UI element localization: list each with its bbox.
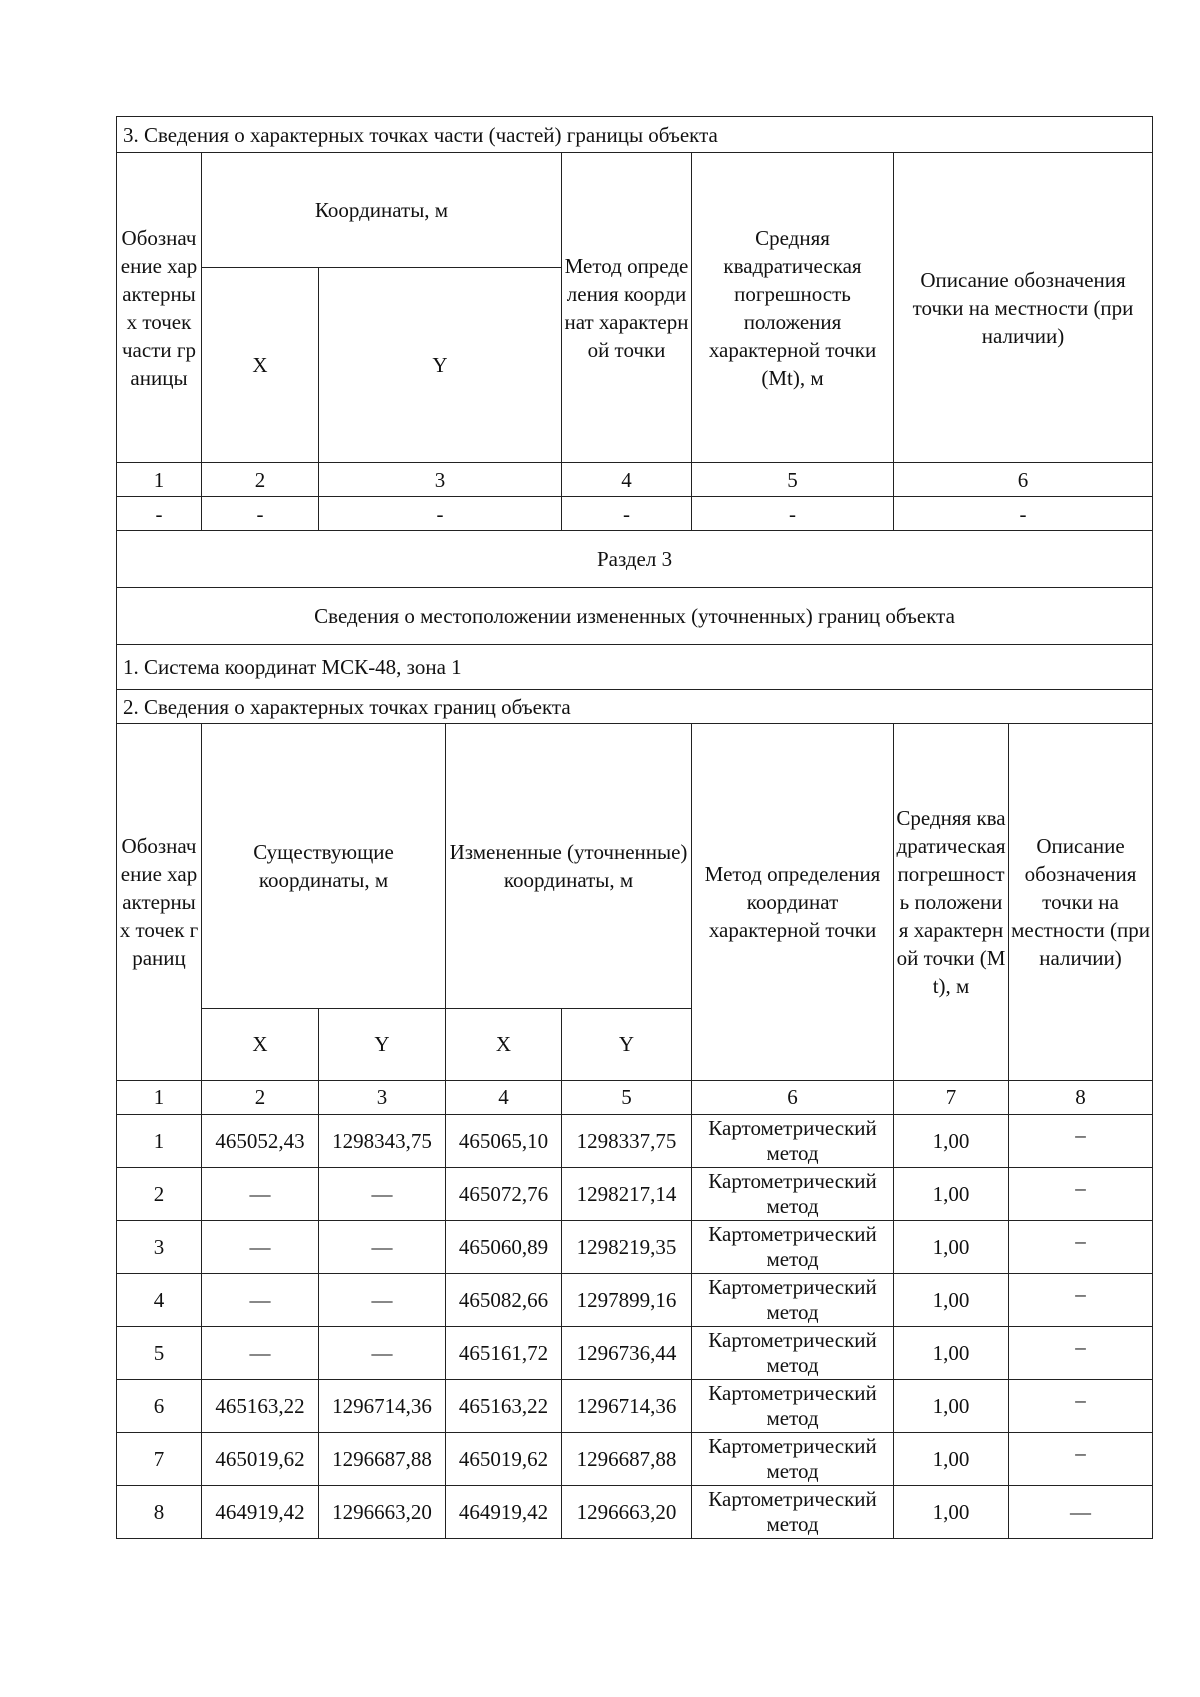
method: Картометрический метод (692, 1432, 894, 1485)
description: – (1009, 1220, 1153, 1273)
column-numbers-row (117, 463, 1153, 497)
boundary-points-table (116, 724, 1153, 1539)
changed-y: 1296663,20 (562, 1485, 692, 1538)
existing-y: — (319, 1273, 446, 1326)
header-coordinates: Координаты, м (202, 153, 562, 268)
changed-x: 465060,89 (446, 1220, 562, 1273)
header-method: Метод определения координат характерной точки (692, 724, 894, 1080)
header-changed-x: X (446, 1008, 562, 1080)
existing-x: — (202, 1167, 319, 1220)
points-title: 2. Сведения о характерных точках границ объекта (117, 690, 1153, 724)
existing-y: 1296663,20 (319, 1485, 446, 1538)
part-points-table (116, 116, 1153, 724)
column-number: 1 (117, 463, 202, 497)
column-number: 5 (562, 1080, 692, 1114)
point-rows (117, 1114, 1153, 1538)
header-accuracy: Средняя квадратическая погрешность положения характерной точки (Mt), м (692, 153, 894, 463)
changed-y: 1298219,35 (562, 1220, 692, 1273)
changed-y: 1296714,36 (562, 1379, 692, 1432)
point-number: 1 (117, 1114, 202, 1167)
method: Картометрический метод (692, 1379, 894, 1432)
changed-x: 464919,42 (446, 1485, 562, 1538)
point-number: 6 (117, 1379, 202, 1432)
column-number: 3 (319, 463, 562, 497)
header-designation: Обозначение характерных точек границ (117, 724, 202, 1080)
point-row (117, 1485, 1153, 1538)
existing-x: 465019,62 (202, 1432, 319, 1485)
section-subheading: Сведения о местоположении измененных (уточненных) границ объекта (117, 588, 1153, 645)
description: — (1009, 1485, 1153, 1538)
description: – (1009, 1114, 1153, 1167)
column-number: 1 (117, 1080, 202, 1114)
changed-x: 465065,10 (446, 1114, 562, 1167)
changed-y: 1298337,75 (562, 1114, 692, 1167)
empty-cell: - (319, 497, 562, 531)
existing-y: 1298343,75 (319, 1114, 446, 1167)
header-changed-coordinates: Измененные (уточненные) координаты, м (446, 724, 692, 1008)
accuracy: 1,00 (894, 1273, 1009, 1326)
point-number: 2 (117, 1167, 202, 1220)
changed-y: 1298217,14 (562, 1167, 692, 1220)
changed-x: 465163,22 (446, 1379, 562, 1432)
method: Картометрический метод (692, 1114, 894, 1167)
changed-y: 1296736,44 (562, 1326, 692, 1379)
column-numbers-row (117, 1080, 1153, 1114)
point-number: 8 (117, 1485, 202, 1538)
description: – (1009, 1273, 1153, 1326)
method: Картометрический метод (692, 1167, 894, 1220)
column-number: 2 (202, 1080, 319, 1114)
existing-x: 464919,42 (202, 1485, 319, 1538)
column-number: 4 (562, 463, 692, 497)
column-number: 6 (692, 1080, 894, 1114)
point-row (117, 1220, 1153, 1273)
existing-y: — (319, 1220, 446, 1273)
column-number: 8 (1009, 1080, 1153, 1114)
header-existing-y: Y (319, 1008, 446, 1080)
empty-data-row (117, 497, 1153, 531)
header-designation: Обозначение характерных точек части границы (117, 153, 202, 463)
column-number: 3 (319, 1080, 446, 1114)
point-row (117, 1167, 1153, 1220)
changed-y: 1296687,88 (562, 1432, 692, 1485)
point-row (117, 1326, 1153, 1379)
method: Картометрический метод (692, 1485, 894, 1538)
changed-x: 465072,76 (446, 1167, 562, 1220)
existing-x: 465163,22 (202, 1379, 319, 1432)
description: – (1009, 1379, 1153, 1432)
description: – (1009, 1432, 1153, 1485)
existing-y: — (319, 1167, 446, 1220)
header-changed-y: Y (562, 1008, 692, 1080)
existing-y: 1296714,36 (319, 1379, 446, 1432)
column-number: 2 (202, 463, 319, 497)
method: Картометрический метод (692, 1326, 894, 1379)
changed-y: 1297899,16 (562, 1273, 692, 1326)
column-number: 7 (894, 1080, 1009, 1114)
point-number: 4 (117, 1273, 202, 1326)
description: – (1009, 1167, 1153, 1220)
header-existing-x: X (202, 1008, 319, 1080)
column-number: 5 (692, 463, 894, 497)
header-description: Описание обозначения точки на местности (при наличии) (1009, 724, 1153, 1080)
point-row (117, 1379, 1153, 1432)
empty-cell: - (894, 497, 1153, 531)
existing-x: 465052,43 (202, 1114, 319, 1167)
existing-y: 1296687,88 (319, 1432, 446, 1485)
method: Картометрический метод (692, 1273, 894, 1326)
empty-cell: - (117, 497, 202, 531)
accuracy: 1,00 (894, 1432, 1009, 1485)
coordinate-system: 1. Система координат МСК-48, зона 1 (117, 645, 1153, 690)
point-number: 5 (117, 1326, 202, 1379)
point-row (117, 1432, 1153, 1485)
accuracy: 1,00 (894, 1167, 1009, 1220)
changed-x: 465019,62 (446, 1432, 562, 1485)
existing-y: — (319, 1326, 446, 1379)
point-row (117, 1114, 1153, 1167)
header-method: Метод определения координат характерной точки (562, 153, 692, 463)
accuracy: 1,00 (894, 1485, 1009, 1538)
accuracy: 1,00 (894, 1326, 1009, 1379)
accuracy: 1,00 (894, 1379, 1009, 1432)
column-number: 4 (446, 1080, 562, 1114)
method: Картометрический метод (692, 1220, 894, 1273)
accuracy: 1,00 (894, 1114, 1009, 1167)
point-number: 7 (117, 1432, 202, 1485)
empty-cell: - (562, 497, 692, 531)
point-number: 3 (117, 1220, 202, 1273)
existing-x: — (202, 1220, 319, 1273)
header-description: Описание обозначения точки на местности (при наличии) (894, 153, 1153, 463)
existing-x: — (202, 1273, 319, 1326)
existing-x: — (202, 1326, 319, 1379)
header-x: X (202, 268, 319, 463)
header-existing-coordinates: Существующие координаты, м (202, 724, 446, 1008)
section-heading: Раздел 3 (117, 531, 1153, 588)
empty-cell: - (202, 497, 319, 531)
column-number: 6 (894, 463, 1153, 497)
changed-x: 465161,72 (446, 1326, 562, 1379)
part-points-title: 3. Сведения о характерных точках части (частей) границы объекта (117, 117, 1153, 153)
header-y: Y (319, 268, 562, 463)
header-accuracy: Средняя квадратическая погрешность положения характерной точки (Mt), м (894, 724, 1009, 1080)
point-row (117, 1273, 1153, 1326)
document (116, 116, 1152, 1539)
description: – (1009, 1326, 1153, 1379)
empty-cell: - (692, 497, 894, 531)
changed-x: 465082,66 (446, 1273, 562, 1326)
accuracy: 1,00 (894, 1220, 1009, 1273)
